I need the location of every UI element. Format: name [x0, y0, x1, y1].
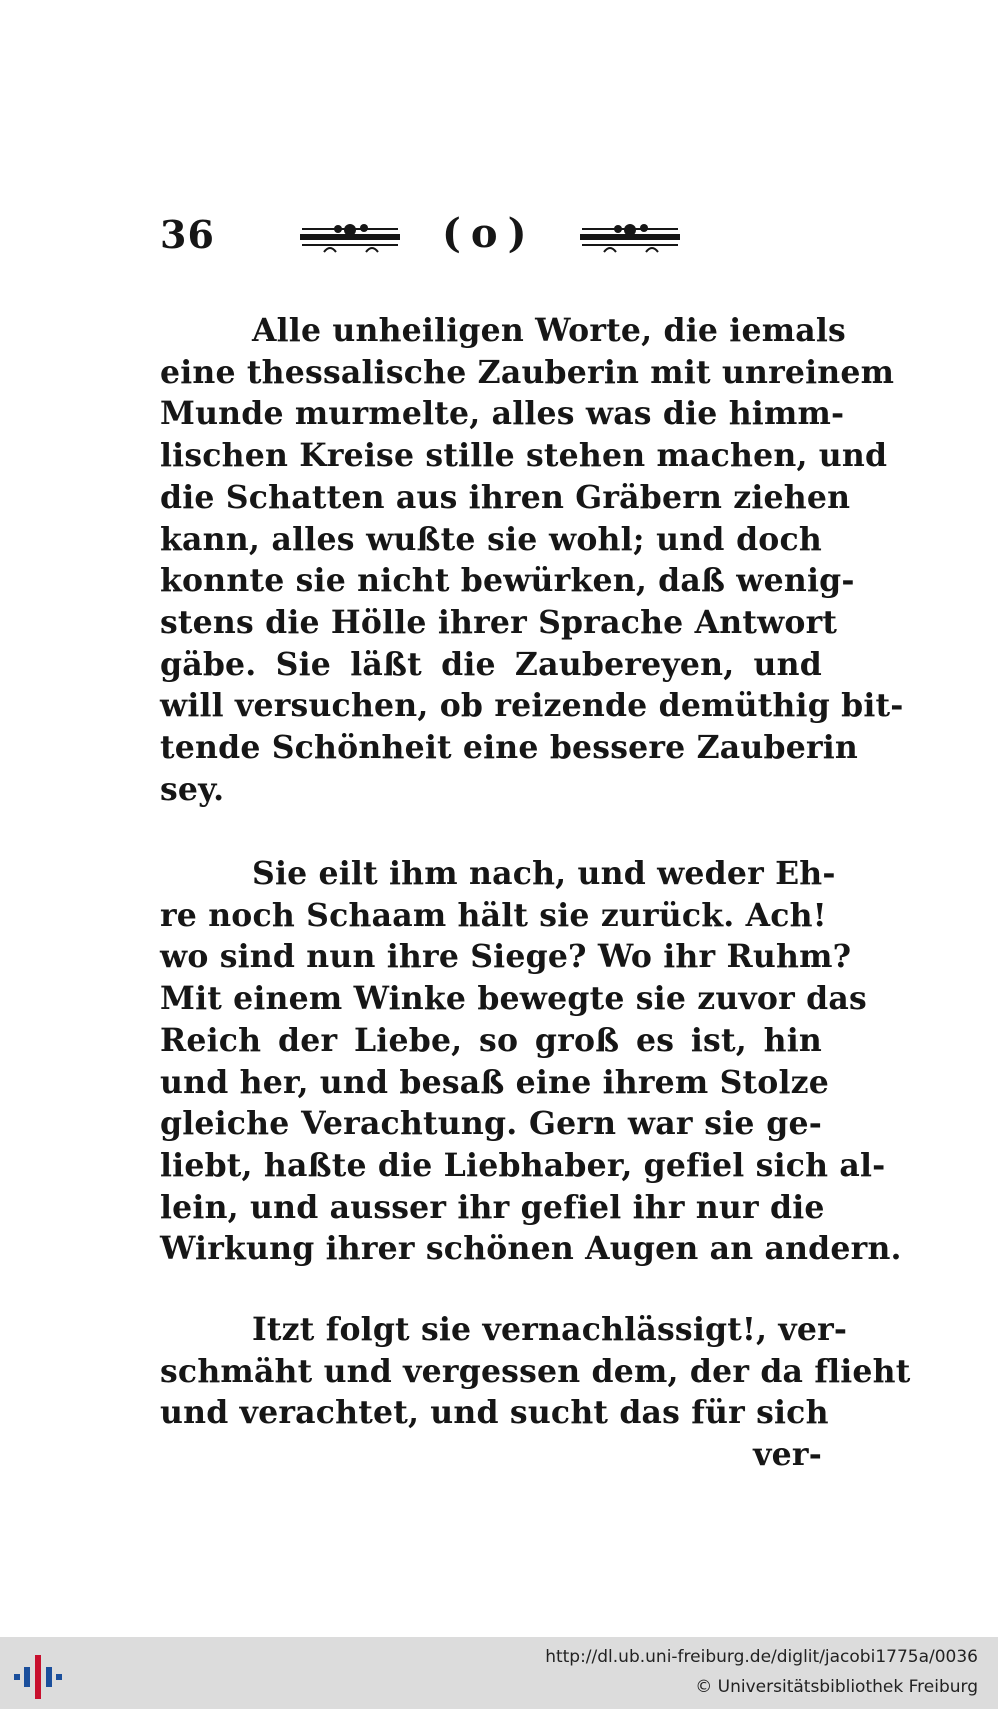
text-line: liebt, haßte die Liebhaber, gefiel sich al-: [160, 1146, 886, 1184]
text-line: gäbe. Sie läßt die Zaubereyen, und: [160, 645, 822, 683]
text-line: und verachtet, und sucht das für sich: [160, 1394, 829, 1432]
text-line: Wirkung ihrer schönen Augen an andern.: [160, 1230, 902, 1268]
text-line: will versuchen, ob reizende demüthig bit-: [160, 687, 904, 725]
header-center-mark: (o): [442, 210, 537, 257]
text-line: Itzt folgt sie vernachlässigt!, ver-: [252, 1311, 848, 1348]
text-line: Alle unheiligen Worte, die iemals: [252, 312, 846, 349]
copyright-notice: © Universitätsbibliothek Freiburg: [695, 1677, 978, 1697]
library-logo-icon: [14, 1653, 62, 1701]
text-line: eine thessalische Zauberin mit unreinem: [160, 353, 895, 391]
page-number: 36: [160, 212, 215, 257]
source-url-link[interactable]: http://dl.ub.uni-freiburg.de/diglit/jacobi1775a/0036: [545, 1647, 978, 1667]
text-line: wo sind nun ihre Siege? Wo ihr Ruhm?: [160, 938, 852, 976]
text-line: sey.: [160, 770, 225, 808]
paragraph-2: [160, 853, 902, 1270]
text-line: re noch Schaam hält sie zurück. Ach!: [160, 896, 827, 934]
text-line: und her, und besaß eine ihrem Stolze: [160, 1063, 830, 1101]
text-line: gleiche Verachtung. Gern war sie ge-: [160, 1105, 822, 1143]
text-line: stens die Hölle ihrer Sprache Antwort: [160, 603, 838, 641]
catchword: ver-: [753, 1436, 822, 1474]
paragraph-1: [160, 310, 904, 810]
text-line: konnte sie nicht bewürken, daß wenig-: [160, 562, 855, 600]
footer-bar: [0, 1637, 998, 1709]
text-line: lein, und ausser ihr gefiel ihr nur die: [160, 1188, 825, 1226]
text-line: Reich der Liebe, so groß es ist, hin: [160, 1021, 822, 1059]
text-line: Sie eilt ihm nach, und weder Eh-: [252, 855, 836, 892]
ornament-left-icon: [300, 218, 400, 258]
text-line: Mit einem Winke bewegte sie zuvor das: [160, 980, 867, 1018]
paragraph-3: [160, 1309, 911, 1476]
text-line: schmäht und vergessen dem, der da flieht: [160, 1352, 911, 1390]
ornament-right-icon: [580, 218, 680, 258]
text-line: Munde murmelte, alles was die himm-: [160, 395, 845, 433]
text-line: kann, alles wußte sie wohl; und doch: [160, 520, 822, 558]
page-header: [160, 206, 840, 266]
text-line: lischen Kreise stille stehen machen, und: [160, 437, 888, 475]
text-line: tende Schönheit eine bessere Zauberin: [160, 729, 859, 767]
text-line: die Schatten aus ihren Gräbern ziehen: [160, 478, 851, 516]
